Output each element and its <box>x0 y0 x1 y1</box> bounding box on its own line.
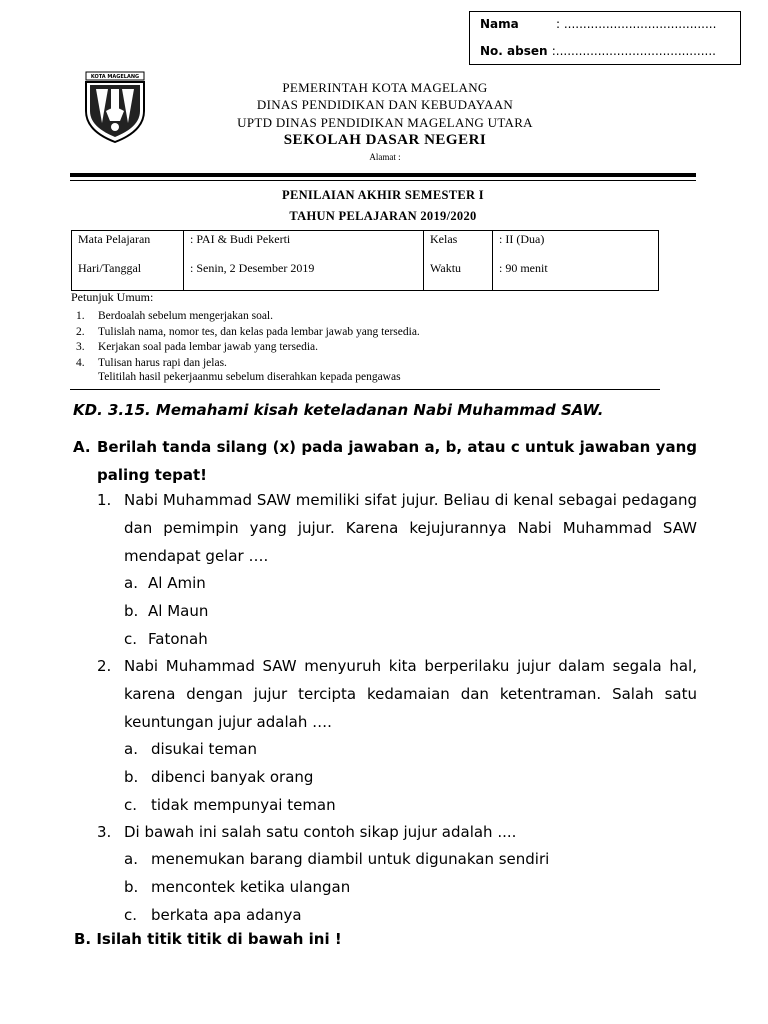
info-row-subject <box>72 231 659 262</box>
question-text: Di bawah ini salah satu contoh sikap jujur adalah .... <box>124 823 517 841</box>
section-a-text: Berilah tanda silang (x) pada jawaban a, b, atau c untuk jawaban yang paling tepat! <box>97 438 697 484</box>
name-row <box>480 17 716 31</box>
answer-option[interactable] <box>124 569 208 597</box>
option-letter: a. <box>124 740 138 758</box>
exam-title: PENILAIAN AKHIR SEMESTER I <box>282 188 484 202</box>
question-1 <box>97 486 697 570</box>
absen-row <box>480 44 716 58</box>
section-b-heading: B. Isilah titik titik di bawah ini ! <box>74 930 342 948</box>
header-address: Alamat : <box>369 152 401 162</box>
instruction-item <box>76 356 420 372</box>
option-text: dibenci banyak orang <box>151 768 314 786</box>
question-text: Nabi Muhammad SAW menyuruh kita berperilaku jujur dalam segala hal, karena dengan jujur tercipta kedamaian dan ketentraman. Salah satu keuntungan jujur adalah …. <box>124 657 697 731</box>
instruction-number: 3. <box>76 341 85 354</box>
option-letter: b. <box>124 768 139 786</box>
name-label: Nama <box>480 17 519 31</box>
question-3 <box>97 818 697 846</box>
option-text: menemukan barang diambil untuk digunakan sendiri <box>151 850 550 868</box>
instruction-item <box>76 309 420 325</box>
header-school: SEKOLAH DASAR NEGERI <box>283 132 487 148</box>
option-letter: c. <box>124 796 138 814</box>
emblem-text: KOTA MAGELANG <box>90 74 140 81</box>
instruction-item <box>76 325 420 341</box>
subject-label: Mata Pelajaran <box>72 231 184 262</box>
instruction-text: Tulisan harus rapi dan jelas. <box>98 356 227 369</box>
header-divider-thick <box>70 173 696 177</box>
instructions-list <box>76 309 420 371</box>
question-2-options <box>124 735 336 819</box>
instructions-title: Petunjuk Umum: <box>71 290 154 304</box>
option-letter: a. <box>124 850 138 868</box>
option-letter: c. <box>124 906 138 924</box>
option-letter: c. <box>124 630 138 648</box>
question-1-options <box>124 569 208 653</box>
question-number: 3. <box>97 823 112 841</box>
answer-option[interactable] <box>124 873 549 901</box>
absen-field[interactable]: :.......................................... <box>551 44 716 58</box>
question-2 <box>97 652 697 736</box>
section-a-letter: A. <box>73 438 91 456</box>
instruction-number: 2. <box>76 325 85 338</box>
name-field[interactable]: : ........................................ <box>556 17 717 31</box>
question-3-options <box>124 845 549 929</box>
question-text: Nabi Muhammad SAW memiliki sifat jujur. Beliau di kenal sebagai pedagang dan pemimpin yang jujur. Karena kejujurannya Nabi Muhammad SAW mendapat gelar …. <box>124 491 697 565</box>
instruction-number: 4. <box>76 356 85 369</box>
subject-value: : PAI & Budi Pekerti <box>184 231 424 262</box>
answer-option[interactable] <box>124 763 336 791</box>
class-value: : II (Dua) <box>493 231 659 262</box>
exam-year: TAHUN PELAJARAN 2019/2020 <box>289 209 477 223</box>
question-number: 1. <box>97 491 112 509</box>
instruction-extra: Telitilah hasil pekerjaanmu sebelum diserahkan kepada pengawas <box>98 371 401 383</box>
section-a-heading <box>73 433 697 489</box>
time-value: : 90 menit <box>493 261 659 291</box>
class-label: Kelas <box>424 231 493 262</box>
instructions-divider <box>70 389 660 390</box>
header-department: DINAS PENDIDIKAN DAN KEBUDAYAAN <box>256 97 514 112</box>
header-divider-thin <box>70 180 696 181</box>
option-text: Al Amin <box>148 574 206 592</box>
header-uptd: UPTD DINAS PENDIDIKAN MAGELANG UTARA <box>237 115 533 130</box>
option-letter: a. <box>124 574 138 592</box>
answer-option[interactable] <box>124 597 208 625</box>
answer-option[interactable] <box>124 791 336 819</box>
time-label: Waktu <box>424 261 493 291</box>
option-text: disukai teman <box>151 740 257 758</box>
option-text: tidak mempunyai teman <box>151 796 336 814</box>
student-name-box <box>469 11 741 65</box>
option-letter: b. <box>124 602 139 620</box>
option-text: mencontek ketika ulangan <box>151 878 351 896</box>
header-government: PEMERINTAH KOTA MAGELANG <box>282 80 488 95</box>
option-text: Al Maun <box>148 602 209 620</box>
exam-info-table <box>71 230 659 291</box>
question-number: 2. <box>97 657 112 675</box>
option-text: berkata apa adanya <box>151 906 302 924</box>
answer-option[interactable] <box>124 625 208 653</box>
answer-option[interactable] <box>124 735 336 763</box>
instruction-text: Kerjakan soal pada lembar jawab yang tersedia. <box>98 341 318 354</box>
answer-option[interactable] <box>124 901 549 929</box>
instruction-text: Tulislah nama, nomor tes, dan kelas pada lembar jawab yang tersedia. <box>98 325 420 338</box>
instruction-text: Berdoalah sebelum mengerjakan soal. <box>98 310 273 322</box>
option-letter: b. <box>124 878 139 896</box>
info-row-date <box>72 261 659 291</box>
absen-label: No. absen <box>480 44 548 58</box>
date-value: : Senin, 2 Desember 2019 <box>184 261 424 291</box>
option-text: Fatonah <box>148 630 208 648</box>
answer-option[interactable] <box>124 845 549 873</box>
instruction-item <box>76 340 420 356</box>
basic-competency: KD. 3.15. Memahami kisah keteladanan Nabi Muhammad SAW. <box>73 401 604 419</box>
instruction-number: 1. <box>76 310 85 322</box>
date-label: Hari/Tanggal <box>72 261 184 291</box>
